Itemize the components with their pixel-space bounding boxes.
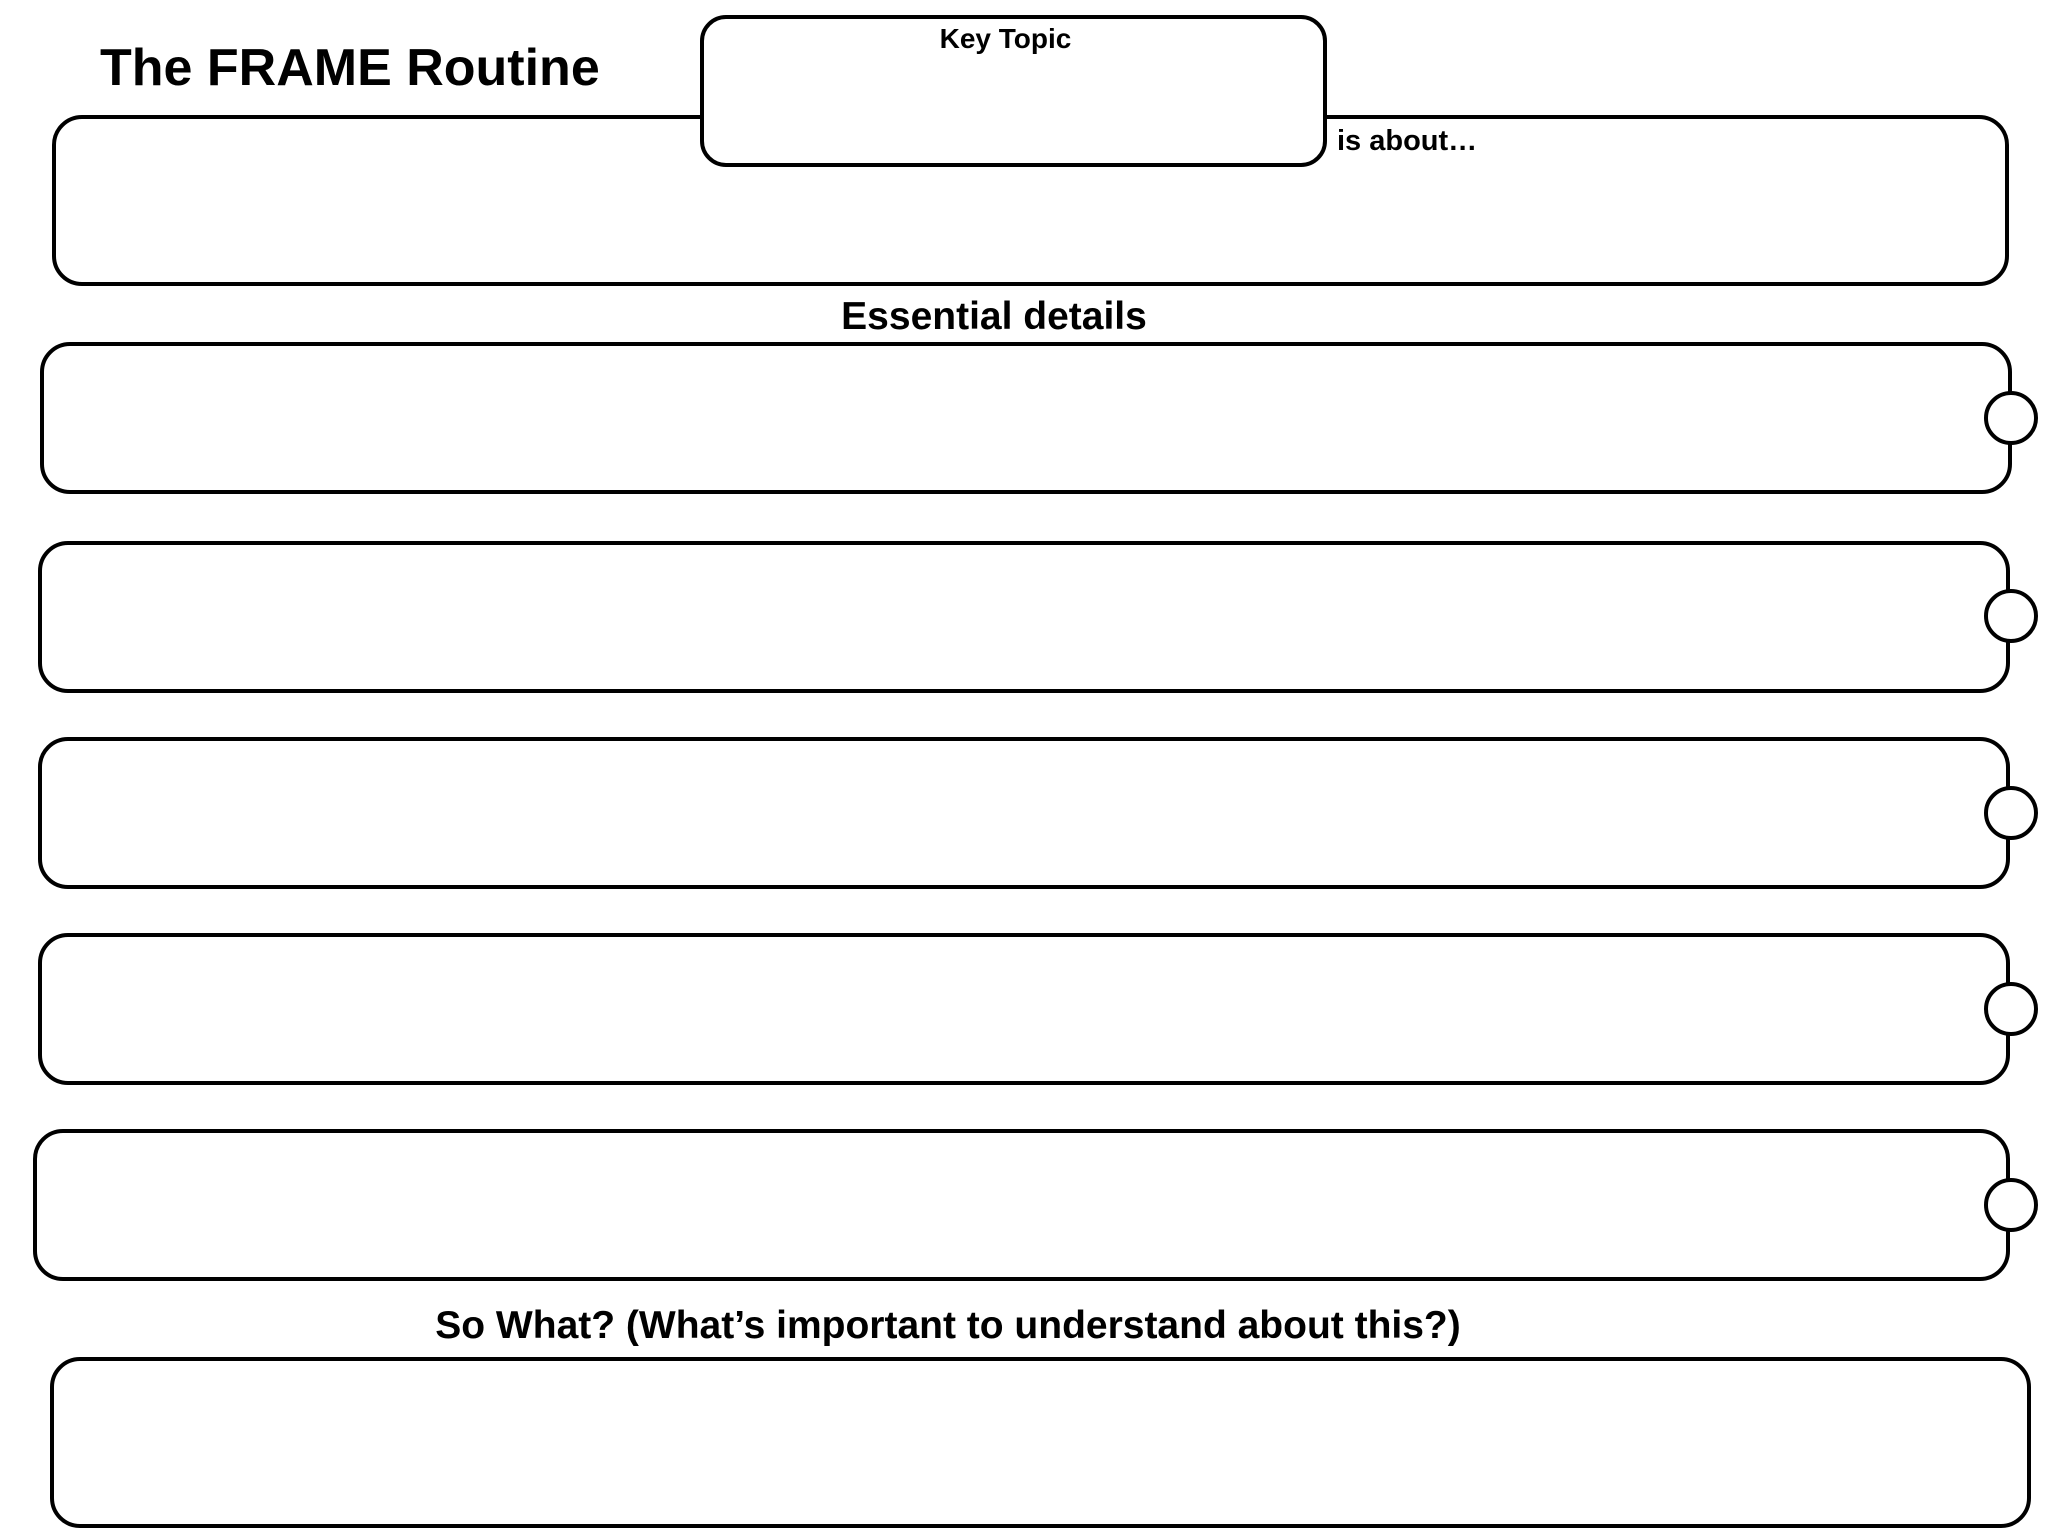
- essential-detail-box-2[interactable]: [38, 541, 2010, 693]
- essential-detail-box-1[interactable]: [40, 342, 2012, 494]
- detail-connector-circle: [1984, 1178, 2038, 1232]
- key-topic-label: Key Topic: [939, 23, 1072, 54]
- essential-detail-box-5[interactable]: [33, 1129, 2010, 1281]
- detail-connector-circle: [1984, 589, 2038, 643]
- essential-detail-box-3[interactable]: [38, 737, 2010, 889]
- key-topic-field[interactable]: [700, 15, 1327, 167]
- page-title: The FRAME Routine: [100, 39, 600, 97]
- is-about-label: is about…: [1337, 125, 1478, 157]
- detail-connector-circle: [1984, 391, 2038, 445]
- essential-detail-box-4[interactable]: [38, 933, 2010, 1085]
- detail-connector-circle: [1984, 982, 2038, 1036]
- so-what-field[interactable]: [50, 1357, 2031, 1528]
- essential-details-heading: Essential details: [841, 295, 1147, 338]
- so-what-heading: So What? (What’s important to understand about this?): [435, 1304, 1461, 1347]
- detail-connector-circle: [1984, 786, 2038, 840]
